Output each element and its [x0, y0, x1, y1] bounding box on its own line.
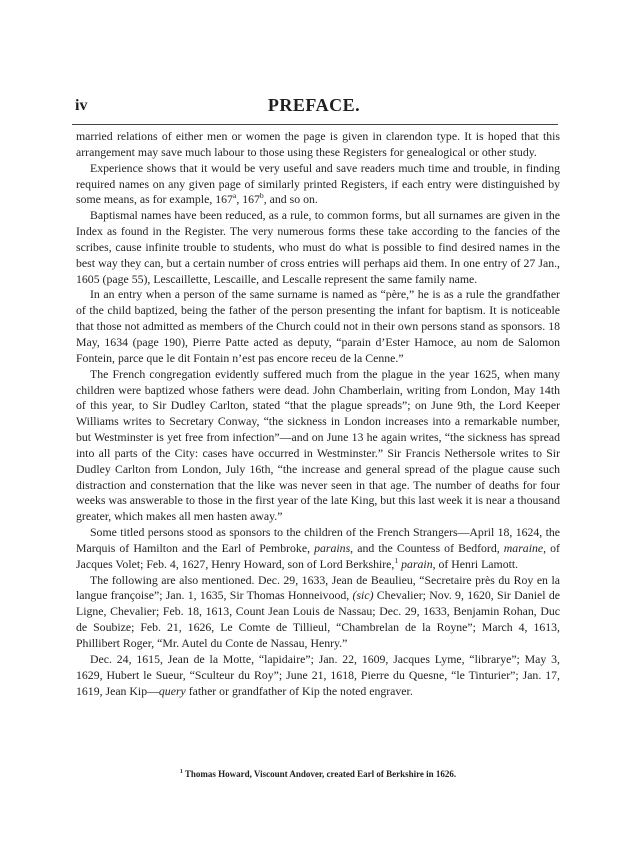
footnote-marker: 1 — [179, 769, 183, 775]
text-segment: Some titled persons stood as sponsors to the children of the French Strangers—April 18, 1624, the Marquis of Hamilton and the Earl of Pembroke, — [76, 525, 560, 555]
text-segment: , of Henri Lamott. — [432, 556, 519, 571]
text-segment: Chevalier; Nov. 9, 1620, Sir Daniel de Ligne, Chevalier; Feb. 18, 1613, Count Jean Louis de Nassau; Dec. 29, 1633, Benjamin Rohan, Duc de Soubize; Feb. 21, 1626, Le Comte de Tillieul, “Chambrelan de la Royne”; March 4, 1613, Phillibert Roger, “Mr. Autel du Conte de Nassau, Henry.” — [76, 588, 561, 650]
text-segment: The French congregation evidently suffered much from the plague in the year 1625, when many children were baptized whose fathers were dead. John Chamberlain, writing from London, May 14th of this year, to Sir Dudley Carlton, stated “that the plague spreads”; on June 9th, the Lord Keeper Williams writes to Secretary Conway, “the sickness in London increases into a remarkable number, but Westminster is yet free from infection”—and on June 13 he again writes, “the sickness has spread into all parts of the City: cases have occurred in Westminster.” Sir Francis Nethersole writes to Sir Dudley Carlton from London, July 16th, “the increase and general spread of the plague cause such distraction and consternation that the like was never seen in that age. The number of deaths for four weeks was answerable to those in the first year of the late King, but this last week it is near a thousand greater, which makes all men hasten away.” — [76, 366, 560, 524]
footnote-text: Thomas Howard, Viscount Andover, created Earl of Berkshire in 1626. — [182, 769, 457, 779]
paragraph — [76, 129, 560, 161]
body-text — [76, 129, 560, 699]
text-segment: married relations of either men or women the page is given in clarendon type. It is hoped that this arrangement may save much labour to those using these Registers for genealogical or other study. — [76, 129, 560, 159]
header-rule — [72, 124, 558, 125]
text-segment: Dec. 24, 1615, Jean de la Motte, “lapidaire”; Jan. 22, 1609, Jacques Lyme, “librarye”; May 3, 1629, Hubert le Sueur, “Sculteur du Roy”; June 21, 1618, Pierre du Quesne, “le Tinturier”; Jan. 17, 1619, Jean Kip— — [76, 651, 560, 698]
paragraph — [76, 208, 560, 287]
italic-text: (sic) — [352, 588, 374, 603]
text-segment: The following are also mentioned. Dec. 29, 1633, Jean de Beaulieu, “Secretaire près du Roy en la langue françoise”; Jan. 1, 1635, Sir Thomas Honneivood, — [76, 572, 560, 603]
text-segment: Experience shows that it would be very useful and save readers much time and trouble, in finding required names on any given page of similarly printed Registers, if each entry were distinguished by some means, as for example, 167 — [76, 160, 560, 207]
paragraph — [76, 652, 560, 700]
italic-text: parains — [314, 540, 351, 555]
text-segment: father or grandfather of Kip the noted engraver. — [185, 683, 413, 698]
text-segment: In an entry when a person of the same surname is named as “père,” he is as a rule the grandfather of the child baptized, being the father of the person presenting the infant for baptism. It is noticeable that those not admitted as members of the Church could not in their own persons stand as sponsors. 18 May, 1634 (page 190), Pierre Patte acted as deputy, “parain d’Ester Hamoce, au nom de Salomon Fontein, parce que le dit Fontain n’est pas encore receu de la Cenne.” — [76, 287, 560, 365]
italic-text: query — [158, 683, 186, 698]
page-number: iv — [75, 97, 88, 114]
paragraph — [76, 573, 560, 652]
page-header — [72, 95, 556, 119]
superscript: b — [259, 191, 264, 201]
running-title: PREFACE. — [267, 95, 361, 115]
text-segment: , and the Countess of Bedford, — [350, 540, 504, 555]
paragraph — [76, 525, 560, 573]
text-segment: , 167 — [236, 192, 260, 207]
text-segment: , of Jacques Volet; Feb. 4, 1627, Henry Howard, son of Lord Berkshire, — [76, 540, 560, 571]
superscript: a — [232, 191, 237, 201]
paragraph — [76, 161, 560, 209]
text-segment: Baptismal names have been reduced, as a rule, to common forms, but all surnames are given in the Index as found in the Register. The very numerous forms these take according to the fancies of the scribes, cause infinite trouble to students, who must do what is possible to find desired names in the best way they can, but a certain number of cross entries will perhaps aid them. In one entry of 27 Jan., 1605 (page 55), Lescaillette, Lescaille, and Lescalle represent the same family name. — [76, 208, 560, 286]
italic-text: parain — [401, 556, 433, 571]
text-segment: , and so on. — [263, 192, 318, 207]
italic-text: maraine — [503, 540, 544, 555]
footnote — [76, 769, 560, 779]
superscript: 1 — [394, 555, 399, 565]
paragraph — [76, 287, 560, 366]
paragraph — [76, 367, 560, 525]
